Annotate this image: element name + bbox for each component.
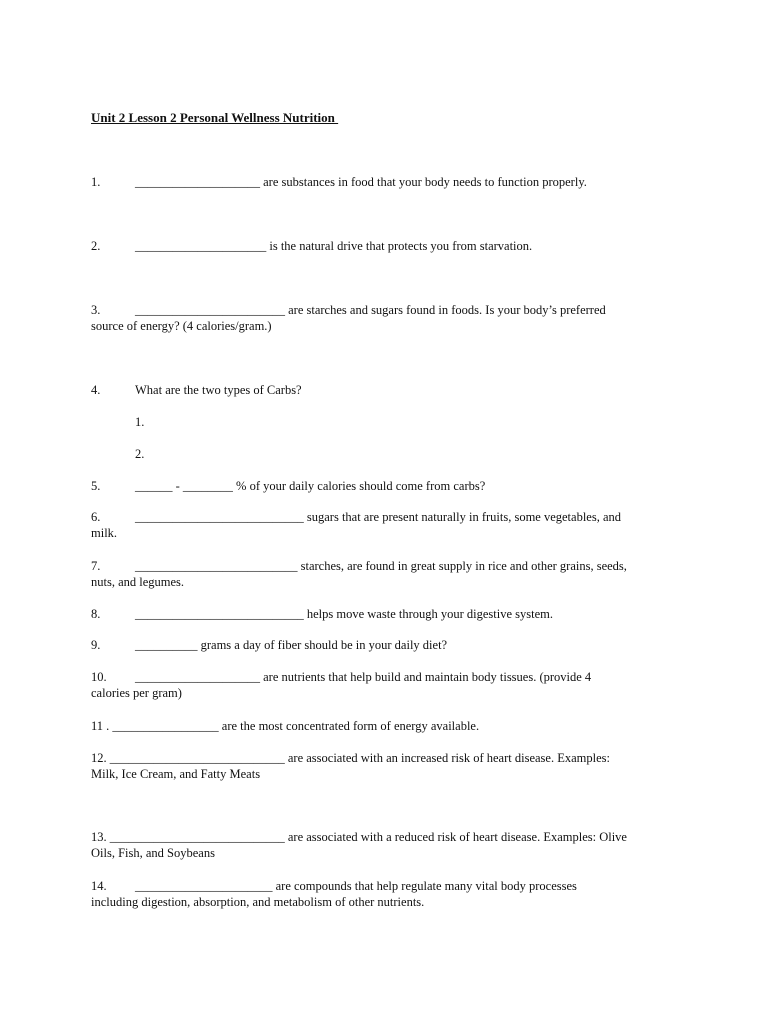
question-9 <box>91 637 681 653</box>
question-number: 11 . <box>91 719 110 733</box>
question-13 <box>91 829 681 861</box>
question-text-continued: including digestion, absorption, and metabolism of other nutrients. <box>91 895 425 909</box>
question-text: are associated with a reduced risk of heart disease. Examples: Olive <box>284 830 627 844</box>
answer-blank: ___________________________ <box>135 510 304 524</box>
question-1 <box>91 174 681 190</box>
question-text-continued: Milk, Ice Cream, and Fatty Meats <box>91 767 261 781</box>
question-text: starches, are found in great supply in rice and other grains, seeds, <box>297 559 627 573</box>
question-text-continued: Oils, Fish, and Soybeans <box>91 846 215 860</box>
question-number: 2. <box>91 239 101 253</box>
question-10 <box>91 669 681 701</box>
question-number: 8. <box>91 607 101 621</box>
question-text: are the most concentrated form of energy available. <box>218 719 480 733</box>
answer-blank: ____________________ <box>135 670 260 684</box>
answer-blank: ____________________________ <box>109 751 285 765</box>
question-7 <box>91 558 681 590</box>
question-number: 1. <box>91 175 101 189</box>
question-text: are associated with an increased risk of heart disease. Examples: <box>284 751 610 765</box>
question-11 <box>91 718 681 734</box>
answer-blank: _____________________ <box>135 239 267 253</box>
question-text-continued: nuts, and legumes. <box>91 575 185 589</box>
question-text: grams a day of fiber should be in your daily diet? <box>197 638 448 652</box>
question-text: are starches and sugars found in foods. Is your body’s preferred <box>285 303 606 317</box>
question-number: 5. <box>91 479 101 493</box>
answer-blank: ________________________ <box>135 303 285 317</box>
question-text: helps move waste through your digestive system. <box>303 607 554 621</box>
question-number: 4. <box>91 383 101 397</box>
question-text: is the natural drive that protects you from starvation. <box>266 239 533 253</box>
question-text-continued: milk. <box>91 526 118 540</box>
question-2 <box>91 238 681 254</box>
question-text-continued: source of energy? (4 calories/gram.) <box>91 319 272 333</box>
question-number: 6. <box>91 510 101 524</box>
question-14 <box>91 878 681 910</box>
question-6 <box>91 509 681 541</box>
question-text: sugars that are present naturally in fruits, some vegetables, and <box>303 510 622 524</box>
question-text: are compounds that help regulate many vital body processes <box>272 879 577 893</box>
answer-blank: __________________________ <box>135 559 298 573</box>
question-number: 13. <box>91 830 107 844</box>
question-number: 12. <box>91 751 107 765</box>
question-number: 3. <box>91 303 101 317</box>
answer-blank: ___________________________ <box>135 607 304 621</box>
answer-blank: _________________ <box>112 719 219 733</box>
answer-blank: __________ <box>135 638 198 652</box>
question-text: are substances in food that your body needs to function properly. <box>260 175 587 189</box>
answer-blank: ____________________ <box>135 175 260 189</box>
question-number: 9. <box>91 638 101 652</box>
question-number: 14. <box>91 879 107 893</box>
answer-blank: ____________________________ <box>109 830 285 844</box>
sub-answer-2: 2. <box>135 447 145 461</box>
question-4 <box>91 382 681 398</box>
question-3 <box>91 302 681 334</box>
page-title: Unit 2 Lesson 2 Personal Wellness Nutrition <box>91 110 339 125</box>
answer-blank: ______________________ <box>135 879 273 893</box>
question-5 <box>91 478 681 494</box>
question-12 <box>91 750 681 782</box>
question-text-continued: calories per gram) <box>91 686 182 700</box>
question-8 <box>91 606 681 622</box>
answer-blank: ______ - ________ <box>135 479 233 493</box>
question-text: % of your daily calories should come from carbs? <box>232 479 486 493</box>
question-text: are nutrients that help build and maintain body tissues. (provide 4 <box>260 670 592 684</box>
question-number: 10. <box>91 670 107 684</box>
question-number: 7. <box>91 559 101 573</box>
question-text: What are the two types of Carbs? <box>135 383 302 397</box>
sub-answer-1: 1. <box>135 415 145 429</box>
